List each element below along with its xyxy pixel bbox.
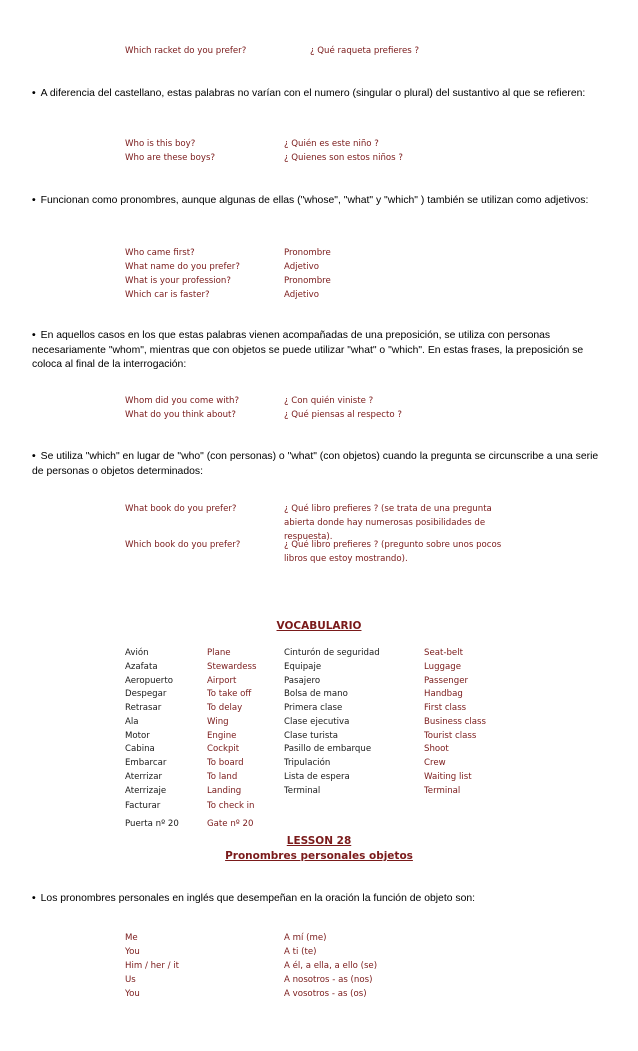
example-es: ¿ Quienes son estos niños ? [284,153,403,163]
vocab-es: Cabina [125,744,155,755]
example-en: What do you think about? [125,410,236,420]
example-es: Pronombre [284,276,331,286]
example-es: Pronombre [284,248,331,258]
lesson-subtitle: Pronombres personales objetos [225,850,413,862]
pronoun-en: Me [125,933,138,943]
vocab-en: First class [424,703,467,713]
lesson-title: LESSON 28 [286,835,352,847]
example-es: ¿ Quién es este niño ? [284,139,379,149]
bullet-paragraph [32,329,602,373]
example-en: Which racket do you prefer? [125,46,247,56]
pronoun-es: A mí (me) [284,933,327,943]
vocab-en: To delay [207,703,243,713]
bullet-paragraph [32,892,602,907]
example-en: What is your profession? [125,276,231,286]
example-es: ¿ Qué piensas al respecto ? [284,410,402,420]
vocab-es: Aterrizar [125,771,162,782]
vocab-es: Bolsa de mano [284,689,348,700]
table-row [125,786,514,800]
vocab-en: Gate nº 20 [207,819,254,829]
vocab-es: Facturar [125,801,161,811]
vocab-en: Passenger [424,675,469,686]
vocab-es: Primera clase [284,703,343,713]
bullet-paragraph [32,87,602,102]
vocab-es: Clase ejecutiva [284,716,350,727]
pronoun-en: Him / her / it [125,961,179,971]
bullet-icon: • [32,88,36,99]
vocab-es: Pasillo de embarque [284,744,372,755]
table-row [125,731,514,745]
vocab-en: Seat-belt [424,648,463,658]
bullet-paragraph [32,194,602,209]
vocab-en: Business class [424,716,486,727]
example-es: Adjetivo [284,290,319,300]
pronoun-es: A nosotros - as (nos) [284,975,373,985]
vocabulary-extra-table [125,801,284,833]
example-en: Who came first? [125,248,195,258]
example-es: ¿ Qué raqueta prefieres ? [310,46,420,56]
vocab-es: Tripulación [284,758,331,768]
pronoun-en: Us [125,975,136,985]
vocab-es: Ala [125,716,139,727]
table-row [125,676,514,690]
pronoun-es: A vosotros - as (os) [284,989,367,999]
paragraph-text: En aquellos casos en los que estas palabras vienen acompañadas de una preposición, se utiliza con personas necesariamente "whom", mientras que con objetos se puede utilizar "what" o "which". En estas frases, la preposición se coloca al final de la interrogación: [32,330,584,370]
vocab-en: Stewardess [207,661,257,672]
vocab-es: Avión [125,648,149,658]
vocab-es: Clase turista [284,730,339,741]
vocab-en: Crew [424,758,446,768]
table-row [125,662,514,676]
vocab-es: Retrasar [125,703,162,713]
pronoun-es: A ti (te) [284,947,317,957]
table-row [125,801,284,819]
paragraph-text: Se utiliza "which" en lugar de "who" (con personas) o "what" (con objetos) cuando la pregunta se circunscribe a una serie de personas o objetos determinados: [32,451,599,477]
vocab-en: To check in [207,801,255,811]
example-en: What book do you prefer? [125,504,237,514]
bullet-icon: • [32,195,36,206]
bullet-icon: • [32,893,36,904]
vocab-en: To board [207,758,244,768]
vocab-en: Airport [207,675,237,686]
table-row [125,744,514,758]
table-row [125,648,514,662]
vocabulary-table [125,648,514,799]
vocab-en: To land [207,771,238,782]
table-row [125,772,514,786]
vocab-en: Waiting list [424,771,472,782]
example-es: Adjetivo [284,262,319,272]
table-row [125,689,514,703]
vocab-es: Aterrizaje [125,785,167,796]
vocab-en: Handbag [424,689,463,700]
vocab-en: Plane [207,648,231,658]
example-es: ¿ Qué libro prefieres ? (se trata de una pregunta abierta donde hay numerosas posibilidades de respuesta). [284,504,492,542]
pronoun-en: You [125,989,140,999]
vocab-en: Tourist class [424,730,477,741]
vocab-en: Shoot [424,744,449,755]
bullet-icon: • [32,451,36,462]
table-row [125,703,514,717]
paragraph-text: Funcionan como pronombres, aunque algunas de ellas ("whose", "what" y "which" ) también se utilizan como adjetivos: [40,195,589,206]
vocabulary-title: VOCABULARIO [276,620,362,632]
example-en: Whom did you come with? [125,396,240,406]
pronoun-es: A él, a ella, a ello (se) [284,961,378,971]
table-row [125,717,514,731]
vocab-es: Embarcar [125,758,167,768]
example-en: Who is this boy? [125,139,196,149]
vocab-es: Puerta nº 20 [125,819,179,829]
paragraph-text: A diferencia del castellano, estas palabras no varían con el numero (singular o plural) del sustantivo al que se refieren: [40,88,586,99]
vocab-en: Terminal [424,785,461,796]
vocab-es: Motor [125,730,150,741]
vocab-es: Lista de espera [284,771,350,782]
vocab-es: Cinturón de seguridad [284,648,380,658]
vocab-es: Terminal [284,785,321,796]
vocab-es: Despegar [125,689,167,700]
vocab-es: Aeropuerto [125,675,173,686]
vocab-en: To take off [207,689,252,700]
vocab-es: Equipaje [284,661,322,672]
example-en: What name do you prefer? [125,262,240,272]
bullet-paragraph [32,450,602,479]
vocab-en: Engine [207,730,237,741]
table-row [125,758,514,772]
example-en: Which book do you prefer? [125,540,241,550]
paragraph-text: Los pronombres personales en inglés que desempeñan en la oración la función de objeto son: [40,893,476,904]
vocab-es: Pasajero [284,675,321,686]
example-es: ¿ Qué libro prefieres ? (pregunto sobre unos pocos libros que estoy mostrando). [284,540,502,564]
vocab-en: Wing [207,716,229,727]
example-en: Who are these boys? [125,153,215,163]
pronoun-en: You [125,947,140,957]
example-es: ¿ Con quién viniste ? [284,396,374,406]
vocab-en: Cockpit [207,744,240,755]
vocab-en: Luggage [424,661,462,672]
bullet-icon: • [32,330,36,341]
example-en: Which car is faster? [125,290,210,300]
vocab-en: Landing [207,785,242,796]
table-row [125,819,284,833]
vocab-es: Azafata [125,661,158,672]
